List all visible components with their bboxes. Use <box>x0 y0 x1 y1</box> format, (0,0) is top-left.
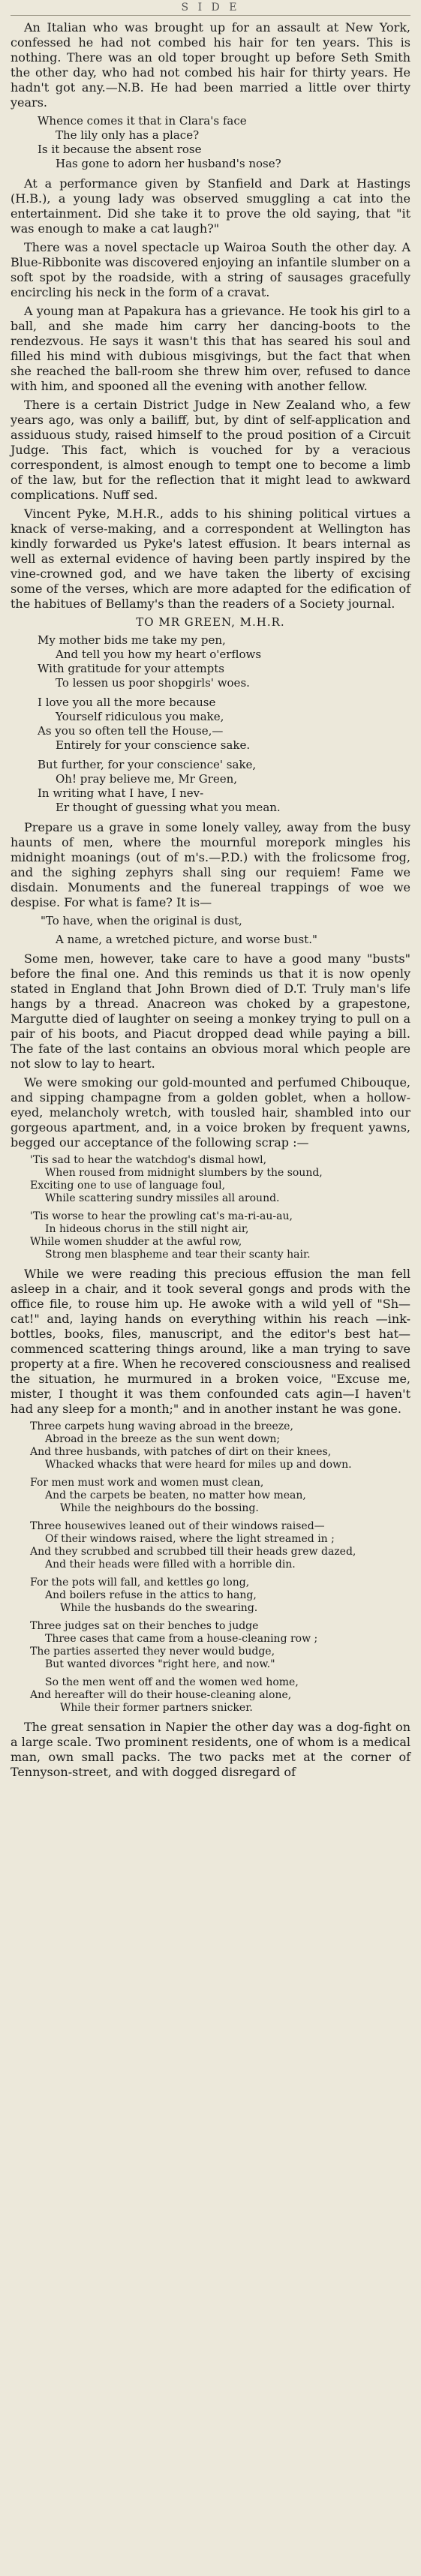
verse-line: For the pots will fall, and kettles go long, <box>30 1577 250 1589</box>
paragraph-wairoa: There was a novel spectacle up Wairoa South the other day. A Blue-Ribbonite was discovered enjoying an infantile slumber on a soft spot by the roadside, with a string of sausages gracefully encircling his neck in the form of a cravat. <box>11 240 410 299</box>
stanza-break <box>11 753 410 758</box>
paragraph-vincent-pyke: Vincent Pyke, M.H.R., adds to his shining political virtues a knack of verse-making, and a correspondent at Wellington has kindly forwarded us Pyke's latest effusion. It bears internal as well as external evidence of having been partly inspired by the vine-crowned god, and we have taken the liberty of excising some of the verses, which are more adapted for the edification of the habitues of Bellamy's than the readers of a Society journal. <box>11 506 410 611</box>
stanza-break <box>11 690 410 696</box>
poem-mr-green <box>11 633 410 815</box>
verse-line: But further, for your conscience' sake, <box>38 758 257 771</box>
stanza-break <box>11 1205 410 1210</box>
paragraph-italian: An Italian who was brought up for an assault at New York, confessed he had not combed his hair for ten years. This is nothing. There was an old toper brought up before Seth Smith the other day, who had not combed his hair for thirty years. He hadn't got any.—N.B. He had been married a little over thirty years. <box>11 20 410 110</box>
verse-line: Three cases that came from a house-cleaning row ; <box>45 1633 318 1645</box>
verse-line: And their heads were filled with a horrible din. <box>45 1559 296 1571</box>
paragraphs-mid <box>11 176 410 612</box>
paragraph-district-judge: There is a certain District Judge in New Zealand who, a few years ago, was only a bailiff, but, by dint of self-application and assiduous study, raised himself to the proud position of a Circuit Judge. This fact, which is vouched for by a veracious correspondent, is almost enough to tempt one to become a limb of the law, but for the reflection that it might lead to awkward complications. Nuff sed. <box>11 398 410 502</box>
verse-line: When roused from midnight slumbers by the sound, <box>45 1167 323 1179</box>
verse-line: Strong men blaspheme and tear their scanty hair. <box>45 1249 311 1261</box>
verse-line: And tell you how my heart o'erflows <box>56 648 262 661</box>
verse-line: To lessen us poor shopgirls' woes. <box>56 676 250 690</box>
verse-line: Three carpets hung waving abroad in the breeze, <box>30 1420 293 1432</box>
stanza-break <box>11 1515 410 1520</box>
poem-title: TO MR GREEN, M.H.R. <box>136 615 285 629</box>
stanza-break <box>11 1615 410 1620</box>
verse-line: And hereafter will do their house-cleaning alone, <box>30 1689 292 1701</box>
stanza-break <box>11 1471 410 1477</box>
verse-line: But wanted divorces "right here, and now." <box>45 1658 275 1670</box>
stanza-break <box>11 1671 410 1676</box>
verse-line: Abroad in the breeze as the sun went down; <box>45 1433 281 1445</box>
verse-line: In writing what I have, I nev- <box>38 786 204 800</box>
paragraph-hastings-cat: At a performance given by Stanfield and Dark at Hastings (H.B.), a young lady was observed smuggling a cat into the entertainment. Did she take it to prove the old saying, that "it was enough to make a cat laugh?" <box>11 176 410 236</box>
verse-line: While the husbands do the swearing. <box>60 1602 258 1614</box>
verse-line: My mother bids me take my pen, <box>38 633 226 647</box>
verse-line: Of their windows raised, where the light streamed in ; <box>45 1533 335 1545</box>
cut-off-header: S I D E <box>11 2 410 16</box>
verse-line: As you so often tell the House,— <box>38 724 224 738</box>
verse-clara <box>11 114 410 171</box>
verse-watchdog <box>11 1154 410 1261</box>
paragraph-precious-effusion: While we were reading this precious effusion the man fell asleep in a chair, and it took several gongs and prods with the office file, to rouse him up. He awoke with a wild yell of "Sh—cat!" and, laying hands on everything within his reach —ink-bottles, books, files, manuscript, and the editor's best hat—commenced scattering things around, like a man trying to save property at a fire. When he recovered consciousness and realised the situation, he murmured in a broken voice, "Excuse me, mister, I thought it was them confounded cats agin—I haven't had any sleep for a month;" and in another instant he was gone. <box>11 1267 410 1416</box>
verse-line: While the neighbours do the bossing. <box>60 1502 259 1514</box>
stanza-break <box>11 1571 410 1577</box>
verse-line: I love you all the more because <box>38 696 216 709</box>
paragraphs-top <box>11 20 410 110</box>
verse-line: Whacked whacks that were heard for miles up and down. <box>45 1459 352 1471</box>
paragraph-grave: Prepare us a grave in some lonely valley, away from the busy haunts of men, where the mournful morepork mingles his midnight moanings (out of m's.—P.D.) with the frolicsome frog, and the sighing zephyrs shall sing our requiem! Fame we disdain. Monuments and the funereal trappings of woe we despise. For what is fame? It is— <box>11 820 410 909</box>
verse-line: While their former partners snicker. <box>60 1702 253 1714</box>
paragraph-chibouque: We were smoking our gold-mounted and perfumed Chibouque, and sipping champagne from a golden goblet, when a hollow-eyed, melancholy wretch, with tousled hair, shambled into our gorgeous apartment, and, in a voice broken by frequent yawns, begged our acceptance of the following scrap :— <box>11 1075 410 1150</box>
verse-line: Whence comes it that in Clara's face <box>38 114 247 128</box>
verse-line: 'Tis sad to hear the watchdog's dismal howl, <box>30 1154 267 1166</box>
verse-line: While scattering sundry missiles all around. <box>45 1192 280 1204</box>
quote-line: "To have, when the original is dust, <box>41 914 242 927</box>
verse-line: Yourself ridiculous you make, <box>56 710 224 723</box>
verse-line: And boilers refuse in the attics to hang, <box>45 1589 257 1601</box>
verse-line: While women shudder at the awful row, <box>30 1236 242 1248</box>
verse-line: Exciting one to use of language foul, <box>30 1180 226 1192</box>
verse-line: In hideous chorus in the still night air, <box>45 1223 249 1235</box>
verse-line: For men must work and women must clean, <box>30 1477 264 1489</box>
verse-line: Three housewives leaned out of their windows raised— <box>30 1520 325 1532</box>
verse-line: The lily only has a place? <box>56 128 200 142</box>
verse-line: Er thought of guessing what you mean. <box>56 801 281 814</box>
verse-line: Is it because the absent rose <box>38 143 202 156</box>
verse-line: Three judges sat on their benches to judge <box>30 1620 259 1632</box>
verse-line: Entirely for your conscience sake. <box>56 738 251 752</box>
quote-fame <box>11 914 410 947</box>
verse-line: The parties asserted they never would budge, <box>30 1646 275 1658</box>
verse-line: And the carpets be beaten, no matter how mean, <box>45 1489 306 1501</box>
verse-line: Oh! pray believe me, Mr Green, <box>56 772 238 786</box>
paragraph-busts: Some men, however, take care to have a good many "busts" before the final one. And this reminds us that it is now openly stated in England that John Brown died of D.T. Truly man's life hangs by a thread. Anacreon was choked by a grapestone, Margutte died of laughter on seeing a monkey trying to pull on a pair of his boots, and Piacut dropped dead while paying a bill. The fate of the last contains an obvious moral which people are not slow to lay to heart. <box>11 951 410 1071</box>
verse-line: Has gone to adorn her husband's nose? <box>56 157 281 170</box>
paragraph-papakura: A young man at Papakura has a grievance. He took his girl to a ball, and she made him carry her dancing-boots to the rendezvous. He says it wasn't this that has seared his soul and filled his mind with dubious misgivings, but the fact that when she reached the ball-room she threw him over, refused to dance with him, and spooned all the evening with another fellow. <box>11 304 410 393</box>
verse-line: And three husbands, with patches of dirt on their knees, <box>30 1446 332 1458</box>
verse-carpets <box>11 1420 410 1715</box>
paragraph-napier: The great sensation in Napier the other day was a dog-fight on a large scale. Two prominent residents, one of whom is a medical man, own small packs. The two packs met at the corner of Tennyson-street, and with dogged disregard of <box>11 1720 410 1779</box>
verse-line: So the men went off and the women wed home, <box>45 1676 299 1688</box>
verse-line: And they scrubbed and scrubbed till their heads grew dazed, <box>30 1546 356 1558</box>
quote-line: A name, a wretched picture, and worse bust." <box>56 933 317 946</box>
verse-line: With gratitude for your attempts <box>38 662 224 675</box>
verse-line: 'Tis worse to hear the prowling cat's ma-ri-au-au, <box>30 1210 293 1222</box>
